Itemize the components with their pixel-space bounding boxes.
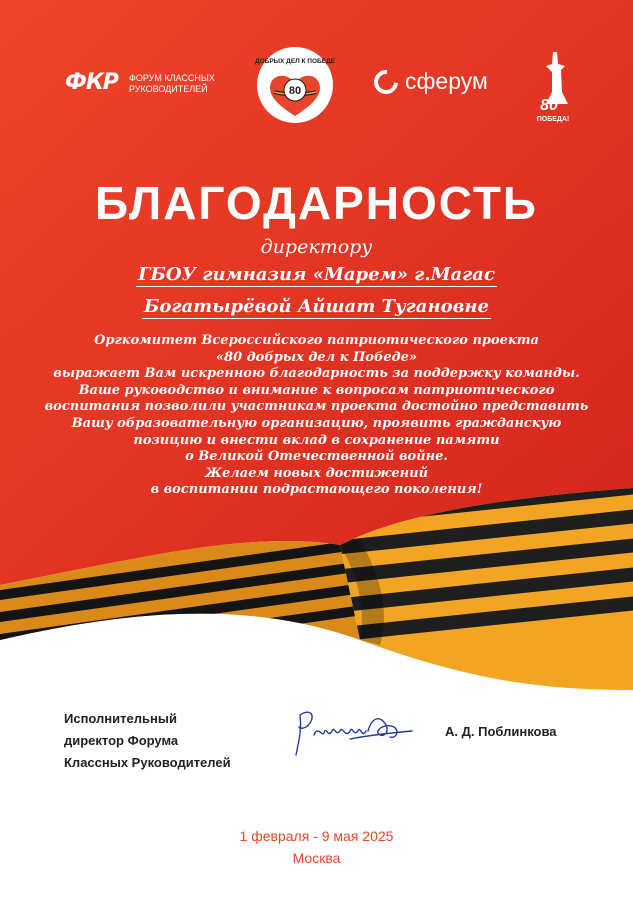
- body-line: Оргкомитет Всероссийского патриотического проекта: [94, 333, 539, 348]
- emblem-number: 80: [288, 85, 302, 97]
- fkr-logo: [65, 70, 225, 100]
- body-line: «80 добрых дел к Победе»: [215, 349, 418, 365]
- signer-title-line: Классных Руководителей: [64, 755, 231, 770]
- victory-text: ПОБЕДА!: [536, 116, 570, 123]
- certificate-title: БЛАГОДАРНОСТЬ: [95, 177, 538, 229]
- event-city: Москва: [292, 850, 341, 866]
- fkr-text-line1: ФОРУМ КЛАССНЫХ: [129, 73, 215, 83]
- body-line: Вашу образовательную организацию, проявить гражданскую: [71, 415, 562, 431]
- emblem-arc-text: ДОБРЫХ ДЕЛ К ПОБЕДЕ: [254, 58, 336, 65]
- sferum-circle-icon: [369, 65, 403, 99]
- recipient-name-text: Богатырёвой Айшат Тугановне: [144, 296, 489, 317]
- recipient-name: [0, 296, 633, 319]
- sferum-logo: [374, 68, 504, 98]
- body-line: в воспитании подрастающего поколения!: [150, 482, 483, 498]
- recipient-organization: [0, 264, 633, 287]
- gratitude-text: [0, 333, 633, 499]
- signer-name: А. Д. Поблинкова: [445, 724, 557, 739]
- event-dates: 1 февраля - 9 мая 2025: [239, 828, 394, 844]
- signer-title: [64, 708, 231, 774]
- organization-text: ГБОУ гимназия «Марем» г.Магас: [138, 264, 495, 285]
- recipient-position: директору: [260, 236, 373, 258]
- body-line: воспитания позволили участникам проекта достойно представить: [44, 399, 589, 415]
- sferum-text: сферум: [405, 68, 488, 94]
- victory-number: 80: [540, 97, 558, 114]
- signer-title-line: Исполнительный: [64, 711, 177, 726]
- handwritten-signature: [290, 695, 420, 765]
- fkr-logo-text: [129, 73, 215, 95]
- body-line: Желаем новых достижений: [204, 465, 429, 481]
- signer-title-line: директор Форума: [64, 733, 179, 748]
- fkr-text-line2: РУКОВОДИТЕЛЕЙ: [129, 84, 208, 94]
- fkr-mark: ФКР: [65, 70, 118, 95]
- body-line: позицию и внести вклад в сохранение памяти: [133, 432, 500, 448]
- event-footer: [0, 825, 633, 869]
- body-line: Ваше руководство и внимание к вопросам патриотического: [78, 382, 555, 398]
- body-line: выражает Вам искренною благодарность за поддержку команды.: [53, 366, 580, 382]
- body-line: о Великой Отечественной войне.: [185, 449, 448, 465]
